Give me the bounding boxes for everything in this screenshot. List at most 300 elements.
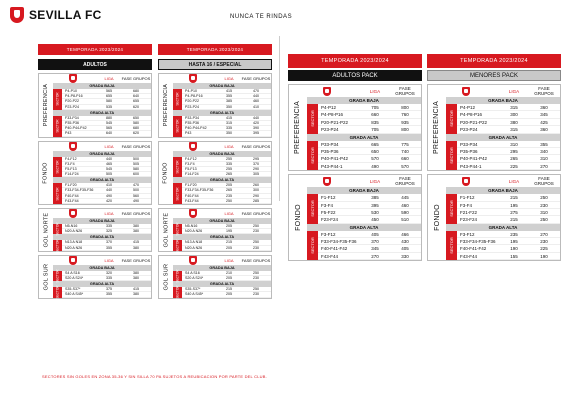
fase-grupos-header: FASE GRUPOS	[241, 257, 271, 263]
stand-content	[446, 85, 560, 170]
liga-price: 705	[371, 127, 379, 133]
price-rows	[182, 89, 271, 110]
liga-price: 415	[226, 89, 232, 93]
stand-label	[159, 74, 173, 137]
price-row	[457, 216, 560, 223]
liga-price: 270	[371, 253, 379, 259]
fase-grupos-header: FASE GRUPOS	[395, 86, 415, 96]
season-header: TEMPORADA 2023/2024	[158, 44, 272, 55]
sector-text: SECTOR	[175, 92, 180, 106]
sector-code: F43-F44	[321, 253, 339, 259]
liga-header: LIGA	[104, 143, 114, 149]
stand-label	[39, 256, 53, 298]
sector-text: SECTOR	[310, 147, 316, 164]
fase-grupos-price: 425	[540, 119, 548, 125]
fase-grupos-price: 380	[133, 275, 139, 280]
price-row	[318, 238, 421, 245]
liga-price: 355	[106, 292, 112, 297]
liga-price: 315	[510, 127, 518, 133]
price-row	[457, 163, 560, 170]
sector-code: P43	[65, 131, 72, 136]
fase-grupos-price: 230	[253, 229, 259, 234]
fase-grupos-price: 250	[540, 195, 548, 201]
stand-label	[289, 175, 307, 260]
stand-name: PREFERENCIA	[433, 101, 441, 155]
price-row	[457, 155, 560, 162]
category-header: ADULTOS PACK	[288, 70, 422, 81]
fase-grupos-price: 740	[401, 148, 409, 154]
stand-block	[288, 174, 422, 261]
sevilla-crest-icon	[189, 142, 197, 151]
price-header	[446, 175, 560, 187]
sector-code: P33-P34	[321, 141, 339, 147]
liga-price: 545	[106, 166, 112, 171]
price-row	[318, 155, 421, 162]
season-header: TEMPORADA 2023/2024	[288, 54, 422, 68]
price-row	[318, 126, 421, 133]
sector-code: S4 A S16	[185, 270, 200, 275]
sevilla-crest-icon	[323, 177, 331, 186]
sector-code: P4-P8-P16	[460, 112, 483, 118]
sector-text: SECTOR	[55, 187, 60, 201]
sector-label	[173, 287, 182, 297]
price-rows	[182, 240, 271, 250]
sector-code: P4-P8-P16	[65, 94, 83, 99]
liga-price: 310	[510, 141, 518, 147]
sector-text: SECTOR	[175, 238, 180, 253]
liga-header: LIGA	[104, 211, 114, 216]
price-row	[457, 126, 560, 133]
grada-baja-label: GRADA BAJA	[53, 83, 151, 89]
liga-price: 880	[106, 115, 112, 120]
sector-label	[173, 183, 182, 204]
sector-code: P4-P8-P16	[185, 94, 203, 99]
sevilla-crest-icon	[69, 256, 77, 265]
fase-grupos-price: 390	[253, 126, 259, 131]
stand-label	[159, 256, 173, 298]
grada-alta-label: GRADA ALTA	[53, 177, 151, 183]
sector-code: F43-F44	[65, 198, 79, 203]
fase-grupos-price: 380	[133, 245, 139, 250]
price-row	[457, 148, 560, 155]
fase-grupos-price: 415	[133, 240, 139, 245]
fase-grupos-price: 250	[253, 270, 259, 275]
fase-grupos-price: 360	[540, 127, 548, 133]
fase-grupos-price: 305	[253, 172, 259, 177]
price-row	[318, 148, 421, 155]
sector-code: P23-P24	[321, 127, 339, 133]
liga-header: LIGA	[224, 257, 234, 263]
stand-label	[39, 74, 53, 137]
sector-code: F3-F4	[185, 161, 195, 166]
sector-code: F43-F44	[460, 253, 478, 259]
grada-alta-label: GRADA ALTA	[173, 177, 271, 183]
liga-price: 375	[106, 287, 112, 292]
liga-price: 195	[510, 239, 518, 245]
column-divider	[279, 36, 280, 201]
sector-label	[53, 238, 62, 253]
sector-code: N13 A N18	[65, 240, 83, 245]
liga-price: 705	[371, 105, 379, 110]
fase-grupos-price: 405	[401, 246, 409, 252]
fase-grupos-price: 680	[133, 89, 139, 93]
stand-content	[173, 74, 271, 137]
liga-price: 650	[371, 148, 379, 154]
sector-code: P23-P24	[65, 104, 79, 109]
stand-block	[158, 73, 272, 138]
fase-grupos-price: 640	[133, 94, 139, 99]
sector-code: N20 A N26	[185, 229, 203, 234]
price-header	[173, 142, 271, 151]
sector-text: SECTOR	[55, 160, 60, 174]
price-row	[457, 238, 560, 245]
liga-price: 545	[106, 120, 112, 125]
liga-price: 395	[371, 202, 379, 208]
sector-code: P20-P22	[185, 99, 199, 104]
sector-code: F23-F24	[321, 217, 339, 223]
sevilla-crest-icon	[189, 74, 197, 83]
fase-grupos-header: FASE GRUPOS	[121, 143, 151, 149]
fase-grupos-price: 775	[401, 141, 409, 147]
price-row	[182, 199, 271, 204]
liga-price: 530	[371, 209, 379, 215]
liga-price: 535	[106, 104, 112, 109]
liga-price: 235	[510, 231, 518, 237]
liga-header: LIGA	[224, 143, 234, 149]
stand-block	[38, 255, 152, 299]
fase-grupos-price: 230	[253, 245, 259, 250]
stand-content	[307, 175, 421, 260]
stand-block	[38, 141, 152, 206]
fase-grupos-header: FASE GRUPOS	[534, 86, 554, 96]
liga-price: 385	[226, 99, 232, 104]
sector-zone	[173, 238, 271, 253]
fase-grupos-price: 430	[401, 239, 409, 245]
liga-price: 215	[226, 287, 232, 292]
sector-zone	[53, 224, 151, 234]
sector-code: N5-N16	[185, 224, 198, 228]
fase-grupos-price: 380	[133, 292, 139, 297]
sevilla-crest-icon	[462, 177, 470, 186]
sector-code: F3-F12	[460, 231, 475, 237]
sector-zone	[173, 224, 271, 234]
liga-header: LIGA	[224, 211, 234, 216]
liga-price: 195	[510, 202, 518, 208]
liga-header: LIGA	[508, 178, 520, 184]
price-row	[457, 194, 560, 201]
liga-price: 835	[371, 119, 379, 125]
stand-block	[288, 84, 422, 171]
sector-code: P40-P41-P42	[321, 156, 349, 162]
fase-grupos-price: 440	[253, 94, 259, 99]
sector-code: S35-S37*	[65, 287, 81, 292]
liga-price: 440	[106, 156, 112, 161]
sector-code: P4-P10	[65, 89, 77, 93]
fase-grupos-price: 570	[401, 163, 409, 169]
grada-alta-label: GRADA ALTA	[446, 134, 560, 141]
sector-code: F40-F44	[185, 193, 199, 198]
fase-grupos-price: 460	[253, 99, 259, 104]
fase-grupos-price: 655	[133, 99, 139, 104]
price-header	[173, 209, 271, 218]
liga-price: 265	[226, 172, 232, 177]
price-row	[62, 292, 151, 297]
sector-code: S35-S37*	[185, 287, 201, 292]
sector-code: F3-F4	[460, 202, 473, 208]
sector-text: SECTOR	[310, 110, 316, 128]
sector-code: P35-P36	[65, 120, 79, 125]
sevilla-crest-icon	[69, 74, 77, 83]
fase-grupos-price: 285	[253, 198, 259, 203]
sector-zone	[53, 89, 151, 110]
sector-text: SECTOR	[449, 110, 455, 128]
season-header: TEMPORADA 2023/2024	[427, 54, 561, 68]
liga-price: 215	[510, 217, 518, 223]
price-row	[457, 119, 560, 126]
sector-code: S20 A S24*	[65, 275, 84, 280]
price-column	[158, 44, 272, 299]
grada-alta-label: GRADA ALTA	[446, 224, 560, 231]
liga-price: 335	[106, 275, 112, 280]
fase-grupos-price: 370	[253, 161, 259, 166]
fase-grupos-price: 660	[401, 156, 409, 162]
fase-grupos-price: 580	[133, 166, 139, 171]
liga-price: 450	[371, 217, 379, 223]
fase-grupos-price: 345	[540, 112, 548, 118]
sector-zone	[307, 141, 421, 171]
price-rows	[457, 231, 560, 261]
fase-grupos-price: 250	[540, 217, 548, 223]
fase-grupos-price: 760	[401, 112, 409, 118]
sector-label	[307, 141, 318, 171]
sector-code: P43	[185, 131, 192, 136]
sector-code: F33-F34-F35-F36	[321, 239, 357, 245]
sector-code: P35-P36	[460, 148, 478, 154]
stand-label	[39, 209, 53, 251]
liga-price: 440	[106, 188, 112, 193]
liga-price: 505	[106, 172, 112, 177]
fase-grupos-price: 470	[133, 183, 139, 188]
fase-grupos-price: 225	[540, 246, 548, 252]
sector-code: F14-F24	[185, 172, 199, 177]
fase-grupos-header: FASE GRUPOS	[241, 211, 271, 216]
fase-grupos-price: 620	[133, 104, 139, 109]
grada-baja-label: GRADA BAJA	[446, 97, 560, 104]
sector-code: P43-P44-1	[460, 163, 482, 169]
sector-zone	[446, 141, 560, 171]
fase-grupos-price: 445	[401, 195, 409, 201]
price-rows	[318, 141, 421, 171]
sector-zone	[53, 287, 151, 297]
price-rows	[62, 240, 151, 250]
price-row	[182, 292, 271, 297]
price-rows	[318, 231, 421, 261]
sector-code: N20 A N26	[65, 245, 83, 250]
price-row	[318, 245, 421, 252]
brand-name: SEVILLA FC	[29, 8, 102, 22]
fase-grupos-price: 600	[133, 172, 139, 177]
price-row	[318, 119, 421, 126]
sector-zone	[307, 231, 421, 261]
liga-price: 315	[226, 120, 232, 125]
sector-zone	[446, 194, 560, 224]
liga-price: 410	[106, 183, 112, 188]
grada-alta-label: GRADA ALTA	[307, 224, 421, 231]
sector-code: P20-P22	[65, 99, 79, 104]
price-rows	[457, 104, 560, 134]
sector-zone	[53, 116, 151, 137]
fase-grupos-price: 415	[133, 287, 139, 292]
sector-code: P23-P24	[460, 127, 478, 133]
fase-grupos-price: 380	[133, 270, 139, 275]
liga-price: 295	[510, 148, 518, 154]
liga-price: 570	[371, 156, 379, 162]
stand-name: PREFERENCIA	[43, 84, 50, 127]
price-row	[457, 202, 560, 209]
liga-price: 380	[510, 119, 518, 125]
sector-code: P40-P44-P42	[65, 126, 87, 131]
sector-text: SECTOR	[175, 160, 180, 174]
fase-grupos-header: FASE GRUPOS	[121, 211, 151, 216]
price-row	[182, 246, 271, 251]
fase-grupos-header: FASE GRUPOS	[395, 176, 415, 187]
sevilla-crest-icon	[69, 142, 77, 151]
stand-block	[38, 208, 152, 252]
sector-zone	[53, 271, 151, 281]
stand-content	[173, 142, 271, 205]
stand-name: GOL SUR	[43, 263, 49, 290]
liga-price: 640	[106, 131, 112, 136]
sector-label	[53, 116, 62, 137]
sector-text: SECTOR	[55, 238, 60, 253]
fase-grupos-price: 310	[540, 156, 548, 162]
sector-label	[446, 104, 457, 134]
liga-price: 155	[510, 253, 518, 259]
price-row	[318, 202, 421, 209]
fase-grupos-price: 270	[540, 231, 548, 237]
liga-price: 205	[226, 292, 232, 297]
sector-zone	[173, 271, 271, 281]
sector-code: F3-F4	[321, 202, 334, 208]
fase-grupos-price: 290	[253, 193, 259, 198]
sector-code: F5-F22	[321, 209, 336, 215]
liga-price: 205	[226, 183, 232, 188]
stand-content	[173, 256, 271, 298]
price-header	[446, 85, 560, 97]
sector-label	[446, 141, 457, 171]
sector-code: P40-P41-P42	[460, 156, 488, 162]
price-column	[427, 54, 561, 261]
fase-grupos-price: 230	[253, 275, 259, 280]
liga-price: 315	[510, 105, 518, 110]
liga-price: 565	[106, 126, 112, 131]
grada-alta-label: GRADA ALTA	[173, 234, 271, 240]
price-row	[62, 105, 151, 110]
fase-grupos-price: 440	[253, 115, 259, 120]
sector-code: N5-N16	[65, 224, 78, 228]
sector-label	[53, 287, 62, 297]
fase-grupos-price: 510	[401, 217, 409, 223]
sector-code: P20-P21-P22	[321, 119, 349, 125]
stand-content	[53, 74, 151, 137]
grada-alta-label: GRADA ALTA	[173, 110, 271, 116]
liga-price: 190	[510, 246, 518, 252]
liga-price: 565	[106, 89, 112, 93]
liga-header: LIGA	[369, 178, 381, 184]
price-header	[307, 85, 421, 97]
sector-label	[173, 89, 182, 110]
sector-zone	[307, 194, 421, 224]
sector-text: SECTOR	[175, 187, 180, 201]
sector-code: F1-F12	[460, 195, 475, 201]
liga-price: 215	[510, 195, 518, 201]
liga-price: 660	[371, 112, 379, 118]
sector-code: P20-P21-P22	[460, 119, 488, 125]
price-rows	[62, 224, 151, 234]
stand-content	[53, 142, 151, 205]
fase-grupos-price: 500	[133, 188, 139, 193]
sector-code: F14-F24	[65, 172, 79, 177]
price-header	[53, 209, 151, 218]
sector-zone	[53, 157, 151, 178]
slogan: NUNCA TE RINDAS	[230, 14, 293, 20]
price-header	[53, 256, 151, 265]
sector-code: F1-F20	[185, 183, 197, 188]
stand-label	[289, 85, 307, 170]
grada-alta-label: GRADA ALTA	[53, 281, 151, 287]
sevilla-crest-icon	[69, 209, 77, 218]
price-rows	[62, 287, 151, 297]
liga-price: 405	[371, 231, 379, 237]
sector-label	[173, 238, 182, 253]
grada-baja-label: GRADA BAJA	[53, 218, 151, 224]
stand-content	[53, 256, 151, 298]
sector-label	[173, 271, 182, 281]
sector-text: SECTOR	[175, 222, 180, 236]
sector-zone	[173, 183, 271, 204]
stand-label	[159, 142, 173, 205]
fase-grupos-price: 380	[133, 229, 139, 234]
sector-code: S40 A S45*	[65, 292, 84, 297]
fase-grupos-price: 466	[401, 231, 409, 237]
liga-price: 325	[106, 229, 112, 234]
grada-baja-label: GRADA BAJA	[173, 265, 271, 271]
liga-price: 265	[510, 156, 518, 162]
liga-price: 345	[371, 246, 379, 252]
liga-price: 300	[510, 112, 518, 118]
price-header	[307, 175, 421, 187]
price-rows	[182, 183, 271, 204]
price-row	[318, 111, 421, 118]
fase-grupos-price: 270	[540, 163, 548, 169]
price-row	[318, 216, 421, 223]
category-header: ADULTOS	[38, 59, 152, 70]
price-rows	[182, 157, 271, 178]
fase-grupos-price: 590	[401, 209, 409, 215]
liga-price: 195	[226, 229, 232, 234]
sector-code: N13 A N18	[185, 240, 203, 245]
sector-text: SECTOR	[449, 147, 455, 164]
price-row	[457, 253, 560, 260]
fase-grupos-price: 580	[133, 120, 139, 125]
sevilla-crest-icon	[323, 87, 331, 96]
sector-code: P4-P10	[185, 89, 197, 93]
liga-price: 265	[226, 188, 232, 193]
price-row	[318, 104, 421, 111]
sector-code: F3-F12	[321, 231, 336, 237]
grada-baja-label: GRADA BAJA	[307, 97, 421, 104]
stand-name: GOL NORTE	[43, 212, 50, 248]
